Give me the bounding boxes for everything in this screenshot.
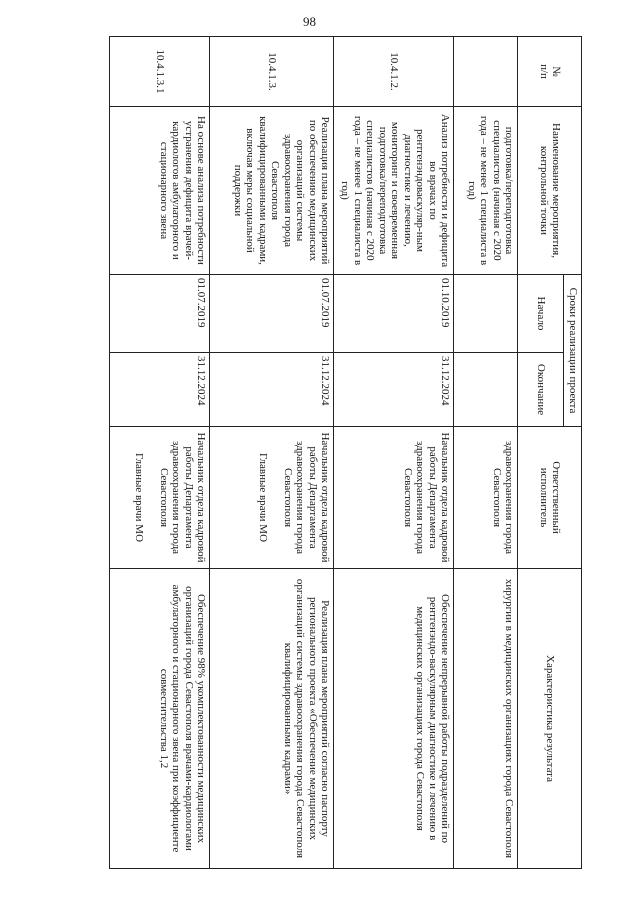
row-executor: Начальник отдела кадровой работы Департамента здравоохранения города Севастополя Главные врачи МО	[110, 427, 210, 569]
row-end: 31.12.2024	[334, 353, 454, 427]
row-start: 01.07.2019	[210, 275, 334, 353]
header-row	[564, 37, 582, 869]
row-result: хирургии в медицинских организациях города Севастополя	[454, 569, 518, 869]
row-executor: здравоохранения города Севастополя	[454, 427, 518, 569]
row-end: 31.12.2024	[210, 353, 334, 427]
rotated-table-container	[112, 36, 582, 868]
row-start	[454, 275, 518, 353]
row-num: 10.4.1.3.	[210, 37, 334, 107]
row-activity: Анализ потребности и дефицита во врачах по рентгенэндоваскуляр-ным диагностике и лечению, мониторинг и своевременная подготовка/переподготовка специалистов (начиная с 2020 года – не менее 1 специалиста в год)	[334, 107, 454, 275]
row-num: 10.4.1.3.1	[110, 37, 210, 107]
header-activity: Наименование мероприятия, контрольной точки	[518, 107, 582, 275]
header-result: Характеристика результата	[518, 569, 582, 869]
row-start: 01.07.2019	[110, 275, 210, 353]
row-result: Обеспечение 98% укомплектованности медицинских организаций города Севастополя врачами-кардиологами амбулаторного и стационарного звена при коэффициенте совместительства 1,2	[110, 569, 210, 869]
row-activity: подготовка/переподготовка специалистов (начиная с 2020 года – не менее 1 специалиста в год)	[454, 107, 518, 275]
page-number: 98	[303, 14, 316, 29]
row-activity: На основе анализа потребности устранения дефицита врачей-кардиологов амбулаторного и стационарного звена	[110, 107, 210, 275]
activity-table	[110, 36, 583, 869]
row-activity: Реализация плана мероприятий по обеспечению медицинских организаций системы здравоохранения города Севастополя квалифицированными кадрами, включая меры социальной поддержки	[210, 107, 334, 275]
row-start: 01.10.2019	[334, 275, 454, 353]
row-executor: Начальник отдела кадровой работы Департамента здравоохранения города Севастополя	[334, 427, 454, 569]
row-end: 31.12.2024	[110, 353, 210, 427]
row-end	[454, 353, 518, 427]
table-row	[454, 37, 518, 869]
row-result: Обеспечение непрерывной работы подразделений по рентгенэндо-васкулярным диагностике и лечению в медицинских организациях города Севастополя	[334, 569, 454, 869]
header-period: Сроки реализации проекта	[564, 275, 582, 427]
row-num	[454, 37, 518, 107]
header-executor: Ответственный исполнитель	[518, 427, 582, 569]
table-row	[110, 37, 210, 869]
row-result: Реализация плана мероприятий согласно паспорту регионального проекта «Обеспечение медицинских организаций системы здравоохранения города Севастополя квалифицированными кадрами»	[210, 569, 334, 869]
row-executor: Начальник отдела кадровой работы Департамента здравоохранения города Севастополя Главные врачи МО	[210, 427, 334, 569]
row-num: 10.4.1.2.	[334, 37, 454, 107]
header-num: № п/п	[518, 37, 582, 107]
table-row	[334, 37, 454, 869]
header-end: Окончание	[518, 353, 564, 427]
table-row	[210, 37, 334, 869]
header-start: Начало	[518, 275, 564, 353]
